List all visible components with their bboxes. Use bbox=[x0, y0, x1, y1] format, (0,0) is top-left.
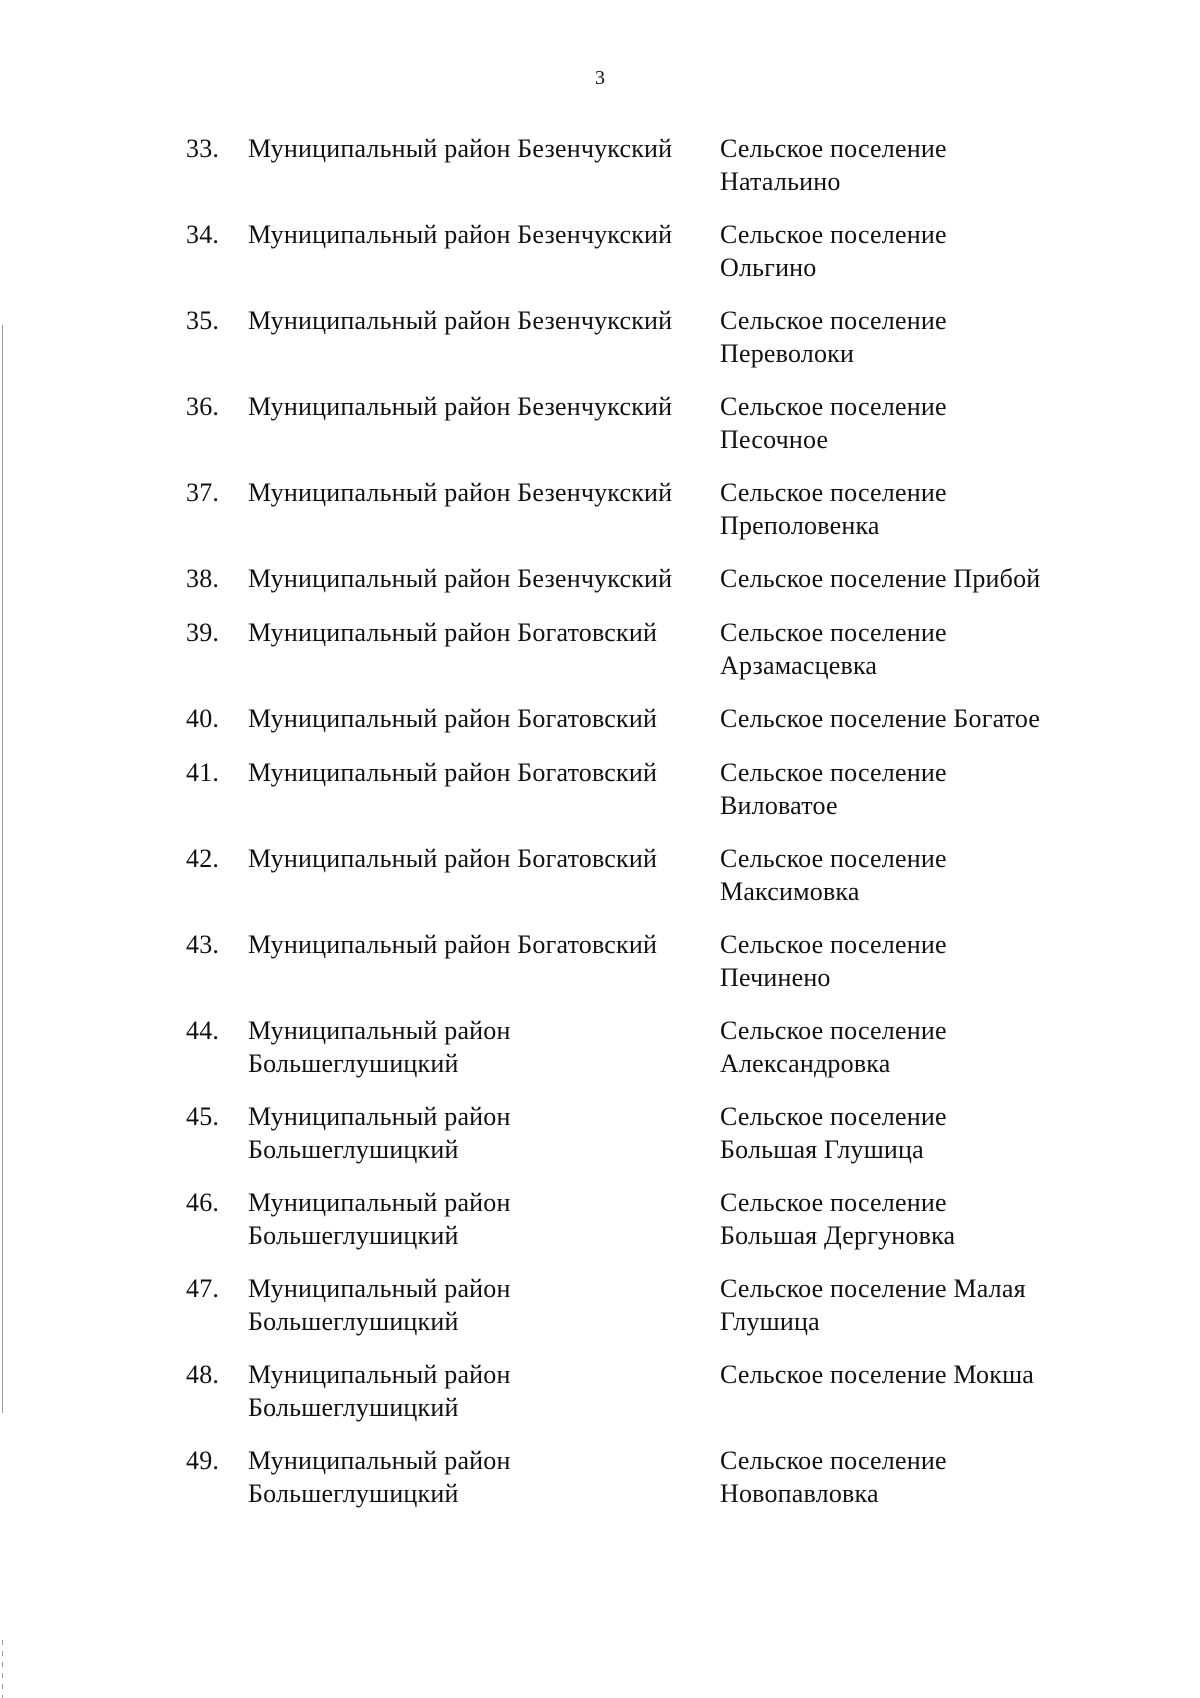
item-number: 39. bbox=[186, 618, 220, 647]
item-number: 36. bbox=[186, 392, 220, 421]
page-number: 3 bbox=[595, 67, 605, 89]
settlement-name: Сельское поселение Прибой bbox=[720, 564, 1041, 593]
district-name: Муниципальный район Большеглушицкий bbox=[248, 1274, 511, 1336]
district-name: Муниципальный район Богатовский bbox=[248, 704, 658, 733]
settlement-name: Сельское поселение Большая Дергуновка bbox=[720, 1188, 956, 1250]
item-number: 44. bbox=[186, 1016, 220, 1045]
district-name: Муниципальный район Большеглушицкий bbox=[248, 1102, 511, 1164]
item-number: 46. bbox=[186, 1188, 220, 1217]
district-name: Муниципальный район Богатовский bbox=[248, 618, 658, 647]
item-number: 49. bbox=[186, 1446, 220, 1475]
item-number: 41. bbox=[186, 758, 220, 787]
settlement-name: Сельское поселение Ольгино bbox=[720, 220, 947, 282]
district-name: Муниципальный район Безенчукский bbox=[248, 134, 673, 163]
district-name: Муниципальный район Большеглушицкий bbox=[248, 1188, 511, 1250]
scan-edge-marks bbox=[2, 1640, 3, 1698]
settlement-name: Сельское поселение Новопавловка bbox=[720, 1446, 947, 1508]
item-number: 37. bbox=[186, 478, 220, 507]
item-number: 42. bbox=[186, 844, 220, 873]
settlement-name: Сельское поселение Печинено bbox=[720, 930, 947, 992]
item-number: 43. bbox=[186, 930, 220, 959]
settlement-name: Сельское поселение Максимовка bbox=[720, 844, 947, 906]
district-name: Муниципальный район Большеглушицкий bbox=[248, 1446, 511, 1508]
settlement-name: Сельское поселение Натальино bbox=[720, 134, 947, 196]
item-number: 33. bbox=[186, 134, 220, 163]
settlement-name: Сельское поселение Виловатое bbox=[720, 758, 947, 820]
settlement-name: Сельское поселение Арзамасцевка bbox=[720, 618, 947, 680]
district-name: Муниципальный район Безенчукский bbox=[248, 478, 673, 507]
district-name: Муниципальный район Богатовский bbox=[248, 844, 658, 873]
district-name: Муниципальный район Безенчукский bbox=[248, 306, 673, 335]
settlement-name: Сельское поселение Мокша bbox=[720, 1360, 1035, 1389]
settlement-name: Сельское поселение Большая Глушица bbox=[720, 1102, 947, 1164]
item-number: 47. bbox=[186, 1274, 220, 1303]
item-number: 40. bbox=[186, 704, 220, 733]
settlement-name: Сельское поселение Александровка bbox=[720, 1016, 947, 1078]
settlement-name: Сельское поселение Преполовенка bbox=[720, 478, 947, 540]
settlement-name: Сельское поселение Песочное bbox=[720, 392, 947, 454]
settlement-name: Сельское поселение Малая Глушица bbox=[720, 1274, 1026, 1336]
district-name: Муниципальный район Безенчукский bbox=[248, 220, 673, 249]
district-name: Муниципальный район Безенчукский bbox=[248, 392, 673, 421]
district-name: Муниципальный район Большеглушицкий bbox=[248, 1360, 511, 1422]
item-number: 48. bbox=[186, 1360, 220, 1389]
scan-edge-line bbox=[2, 325, 3, 1413]
district-name: Муниципальный район Богатовский bbox=[248, 930, 658, 959]
district-name: Муниципальный район Богатовский bbox=[248, 758, 658, 787]
item-number: 35. bbox=[186, 306, 220, 335]
district-name: Муниципальный район Безенчукский bbox=[248, 564, 673, 593]
item-number: 38. bbox=[186, 564, 220, 593]
settlement-name: Сельское поселение Богатое bbox=[720, 704, 1041, 733]
settlement-name: Сельское поселение Переволоки bbox=[720, 306, 947, 368]
district-name: Муниципальный район Большеглушицкий bbox=[248, 1016, 511, 1078]
item-number: 34. bbox=[186, 220, 220, 249]
item-number: 45. bbox=[186, 1102, 220, 1131]
